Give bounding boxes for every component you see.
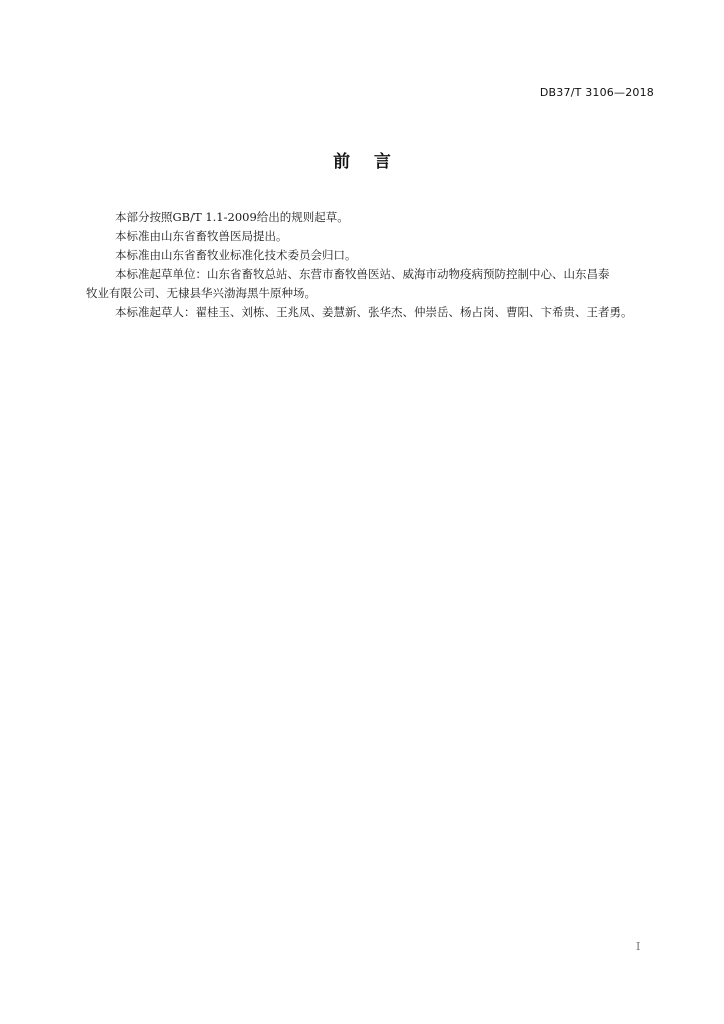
paragraph-drafting-units-line-1: 本标准起草单位：山东省畜牧总站、东营市畜牧兽医站、威海市动物疫病预防控制中心、山东昌泰 [115, 267, 610, 281]
page-number: I [636, 940, 641, 953]
foreword-body [86, 208, 656, 322]
paragraph-drafting-rules: 本部分按照GB/T 1.1-2009给出的规则起草。 [115, 210, 349, 224]
paragraph-centralized-by: 本标准由山东省畜牧业标准化技术委员会归口。 [115, 248, 357, 262]
paragraph-drafting-units-line-2: 牧业有限公司、无棣县华兴渤海黑牛原种场。 [86, 286, 316, 300]
paragraph-drafters: 本标准起草人：翟桂玉、刘栋、王兆凤、姜慧新、张华杰、仲崇岳、杨占岗、曹阳、卞希贵、王者勇。 [115, 305, 633, 319]
standard-code: DB37/T 3106—2018 [539, 86, 654, 99]
page-title: 前 言 [333, 152, 391, 172]
paragraph-proposed-by: 本标准由山东省畜牧兽医局提出。 [115, 229, 288, 243]
